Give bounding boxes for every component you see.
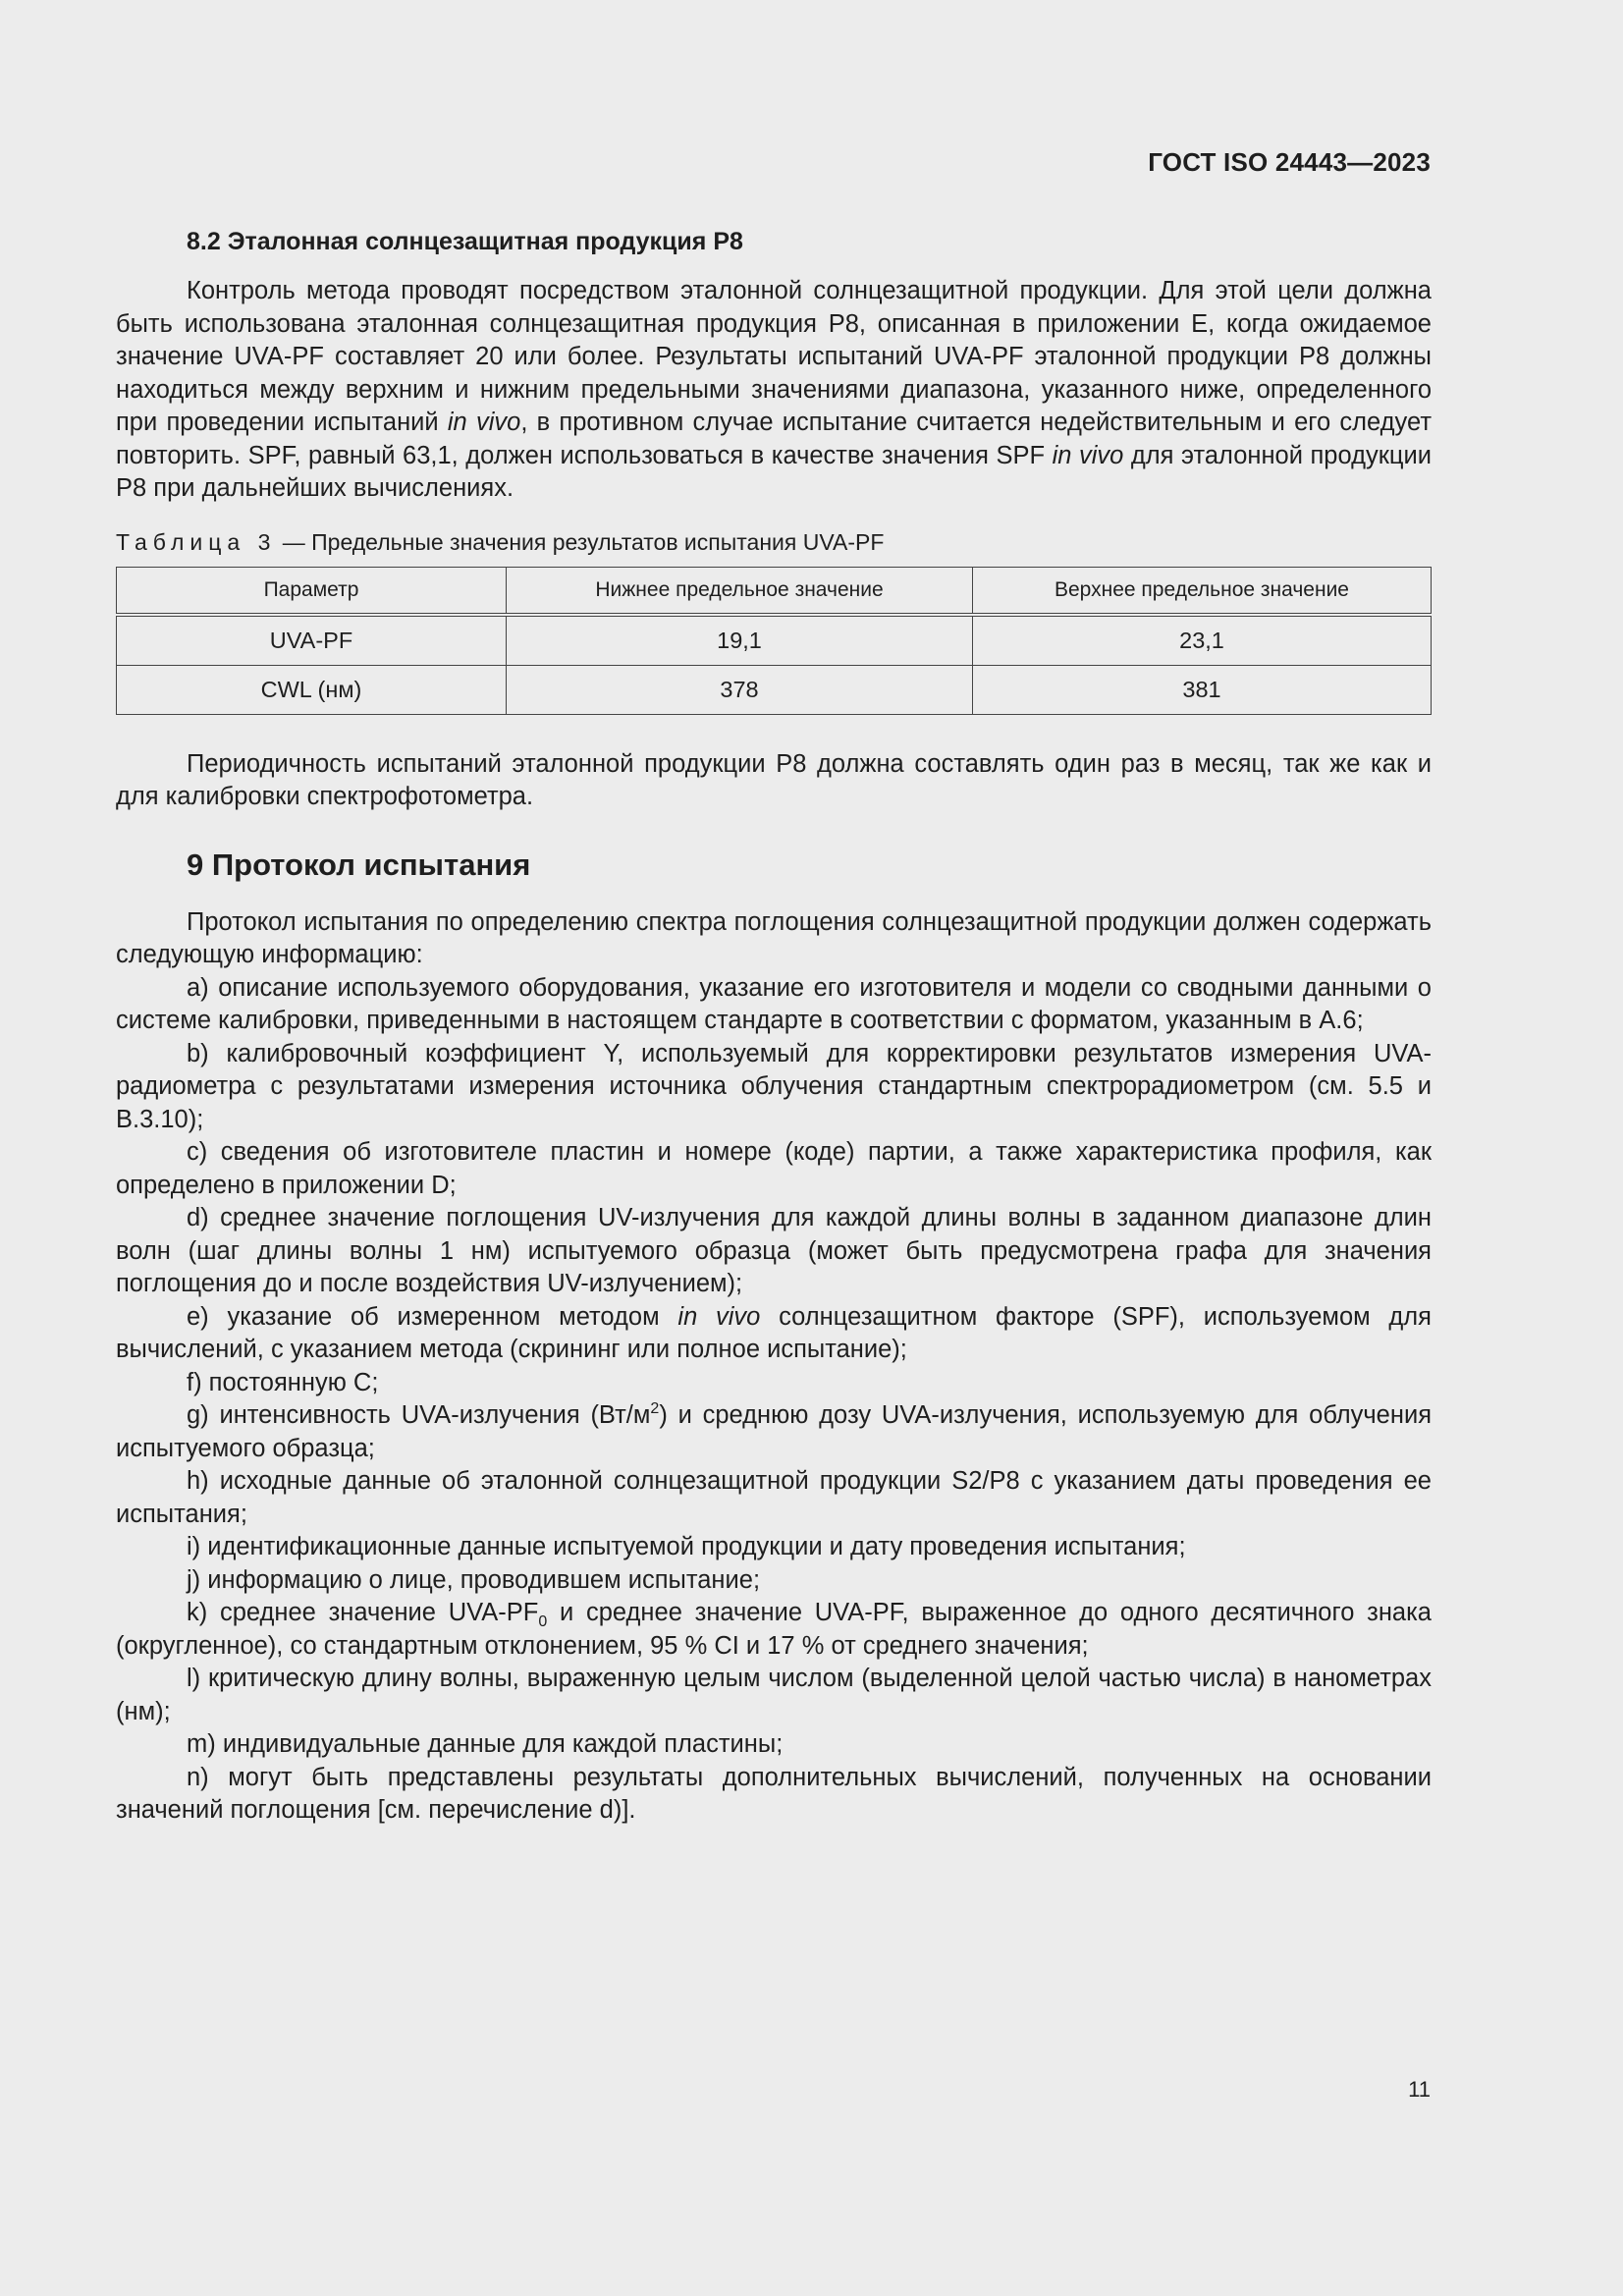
table-caption-text: — Предельные значения результатов испытания UVA-PF	[276, 528, 885, 555]
table-header-cell: Нижнее предельное значение	[507, 567, 973, 615]
page-number: 11	[1408, 2077, 1431, 2102]
item-e-text-2: солнцезащитном факторе (SPF), используемом для вычислений, с указанием метода (скрининг или полное испытание);	[116, 1302, 1432, 1363]
section-9-title: 9 Протокол испытания	[187, 847, 531, 882]
section-9-intro: Протокол испытания по определению спектра поглощения солнцезащитной продукции должен содержать следующую информацию:	[116, 907, 1432, 968]
list-item-g	[116, 1399, 1432, 1465]
table-header-cell: Параметр	[117, 567, 507, 615]
table-cell: 378	[507, 665, 973, 714]
table-cell: CWL (нм)	[117, 665, 507, 714]
list-item-i: i) идентификационные данные испытуемой продукции и дату проведения испытания;	[187, 1533, 1186, 1560]
item-k-subscript: 0	[538, 1613, 548, 1630]
table-row	[117, 665, 1432, 714]
list-item-a: a) описание используемого оборудования, указание его изготовителя и модели со сводными данными о системе калибровки, приведенными в настоящем стандарте в соответствии с форматом, указанным в А.6;	[116, 973, 1432, 1034]
p1-italic-2: in vivo	[1052, 441, 1124, 469]
list-item-m: m) индивидуальные данные для каждой пластины;	[187, 1730, 784, 1758]
p1-text-3: для эталонной продукции Р8 при дальнейших вычислениях.	[116, 441, 1432, 502]
table-row	[117, 615, 1432, 666]
item-k-text-1: k) среднее значение UVA-PF	[187, 1599, 539, 1626]
list-item-b: b) калибровочный коэффициент Y, используемый для корректировки результатов измерения UVA-радиометра с результатами измерения источника облучения стандартным спектрорадиометром (см. 5.5 и В.3.10);	[116, 1039, 1432, 1133]
limits-table	[116, 567, 1432, 715]
page-content	[116, 222, 1432, 1828]
table-caption	[116, 527, 1432, 557]
list-item-h: h) исходные данные об эталонной солнцезащитной продукции S2/P8 с указанием даты проведения ее испытания;	[116, 1467, 1432, 1528]
table-cell: UVA-PF	[117, 615, 507, 666]
list-item-l: l) критическую длину волны, выраженную целым числом (выделенной целой частью числа) в нанометрах (нм);	[116, 1665, 1432, 1725]
item-e-italic: in vivo	[677, 1302, 761, 1331]
table-cell: 381	[973, 665, 1432, 714]
document-code: ГОСТ ISO 24443—2023	[1148, 147, 1431, 177]
table-cell: 23,1	[973, 615, 1432, 666]
list-item-k	[116, 1597, 1432, 1663]
list-item-e	[116, 1301, 1432, 1367]
item-g-text-2: ) и среднюю дозу UVA-излучения, используемую для облучения испытуемого образца;	[116, 1401, 1433, 1462]
section-8-2-title: 8.2 Эталонная солнцезащитная продукция Р8	[187, 228, 743, 255]
list-item-f: f) постоянную С;	[187, 1368, 379, 1396]
section-8-2-paragraph-2: Периодичность испытаний эталонной продукции Р8 должна составлять один раз в месяц, так же как и для калибровки спектрофотометра.	[116, 749, 1432, 810]
list-item-d: d) среднее значение поглощения UV-излучения для каждой длины волны в заданном диапазоне длин волн (шаг длины волны 1 нм) испытуемого образца (может быть предусмотрена графа для значения поглощения до и после воздействия UV-излучением);	[116, 1204, 1432, 1297]
p1-text-2: , в противном случае испытание считается недействительным и его следует повторить. SPF, равный 63,1, должен использоваться в качестве значения SPF	[116, 409, 1433, 469]
item-g-text-1: g) интенсивность UVA-излучения (Вт/м	[187, 1401, 651, 1429]
table-header-cell: Верхнее предельное значение	[973, 567, 1432, 615]
item-e-text-1: e) указание об измеренном методом	[187, 1302, 678, 1331]
table-cell: 19,1	[507, 615, 973, 666]
item-g-superscript: 2	[650, 1400, 660, 1417]
table-caption-label: Таблица 3	[116, 528, 277, 555]
p1-text-1: Контроль метода проводят посредством эталонной солнцезащитной продукции. Для этой цели должна быть использована эталонная солнцезащитная продукция Р8, описанная в приложении Е, когда ожидаемое значение UVA-PF составляет 20 или более. Результаты испытаний UVA-PF эталонной продукции Р8 должны находиться между верхним и нижним предельными значениями диапазона, указанного ниже, определенного при проведении испытаний	[116, 277, 1432, 436]
p1-italic-1: in vivo	[447, 409, 521, 436]
list-item-c: c) сведения об изготовителе пластин и номере (коде) партии, а также характеристика профиля, как определено в приложении D;	[116, 1138, 1432, 1199]
section-8-2-paragraph-1	[116, 275, 1432, 506]
item-k-text-2: и среднее значение UVA-PF, выраженное до одного десятичного знака (округленное), со стандартным отклонением, 95 % CI и 17 % от среднего значения;	[116, 1599, 1432, 1660]
table-header-row	[117, 567, 1432, 615]
list-item-n: n) могут быть представлены результаты дополнительных вычислений, полученных на основании значений поглощения [см. перечисление d)].	[116, 1763, 1432, 1824]
list-item-j: j) информацию о лице, проводившем испытание;	[187, 1565, 761, 1594]
